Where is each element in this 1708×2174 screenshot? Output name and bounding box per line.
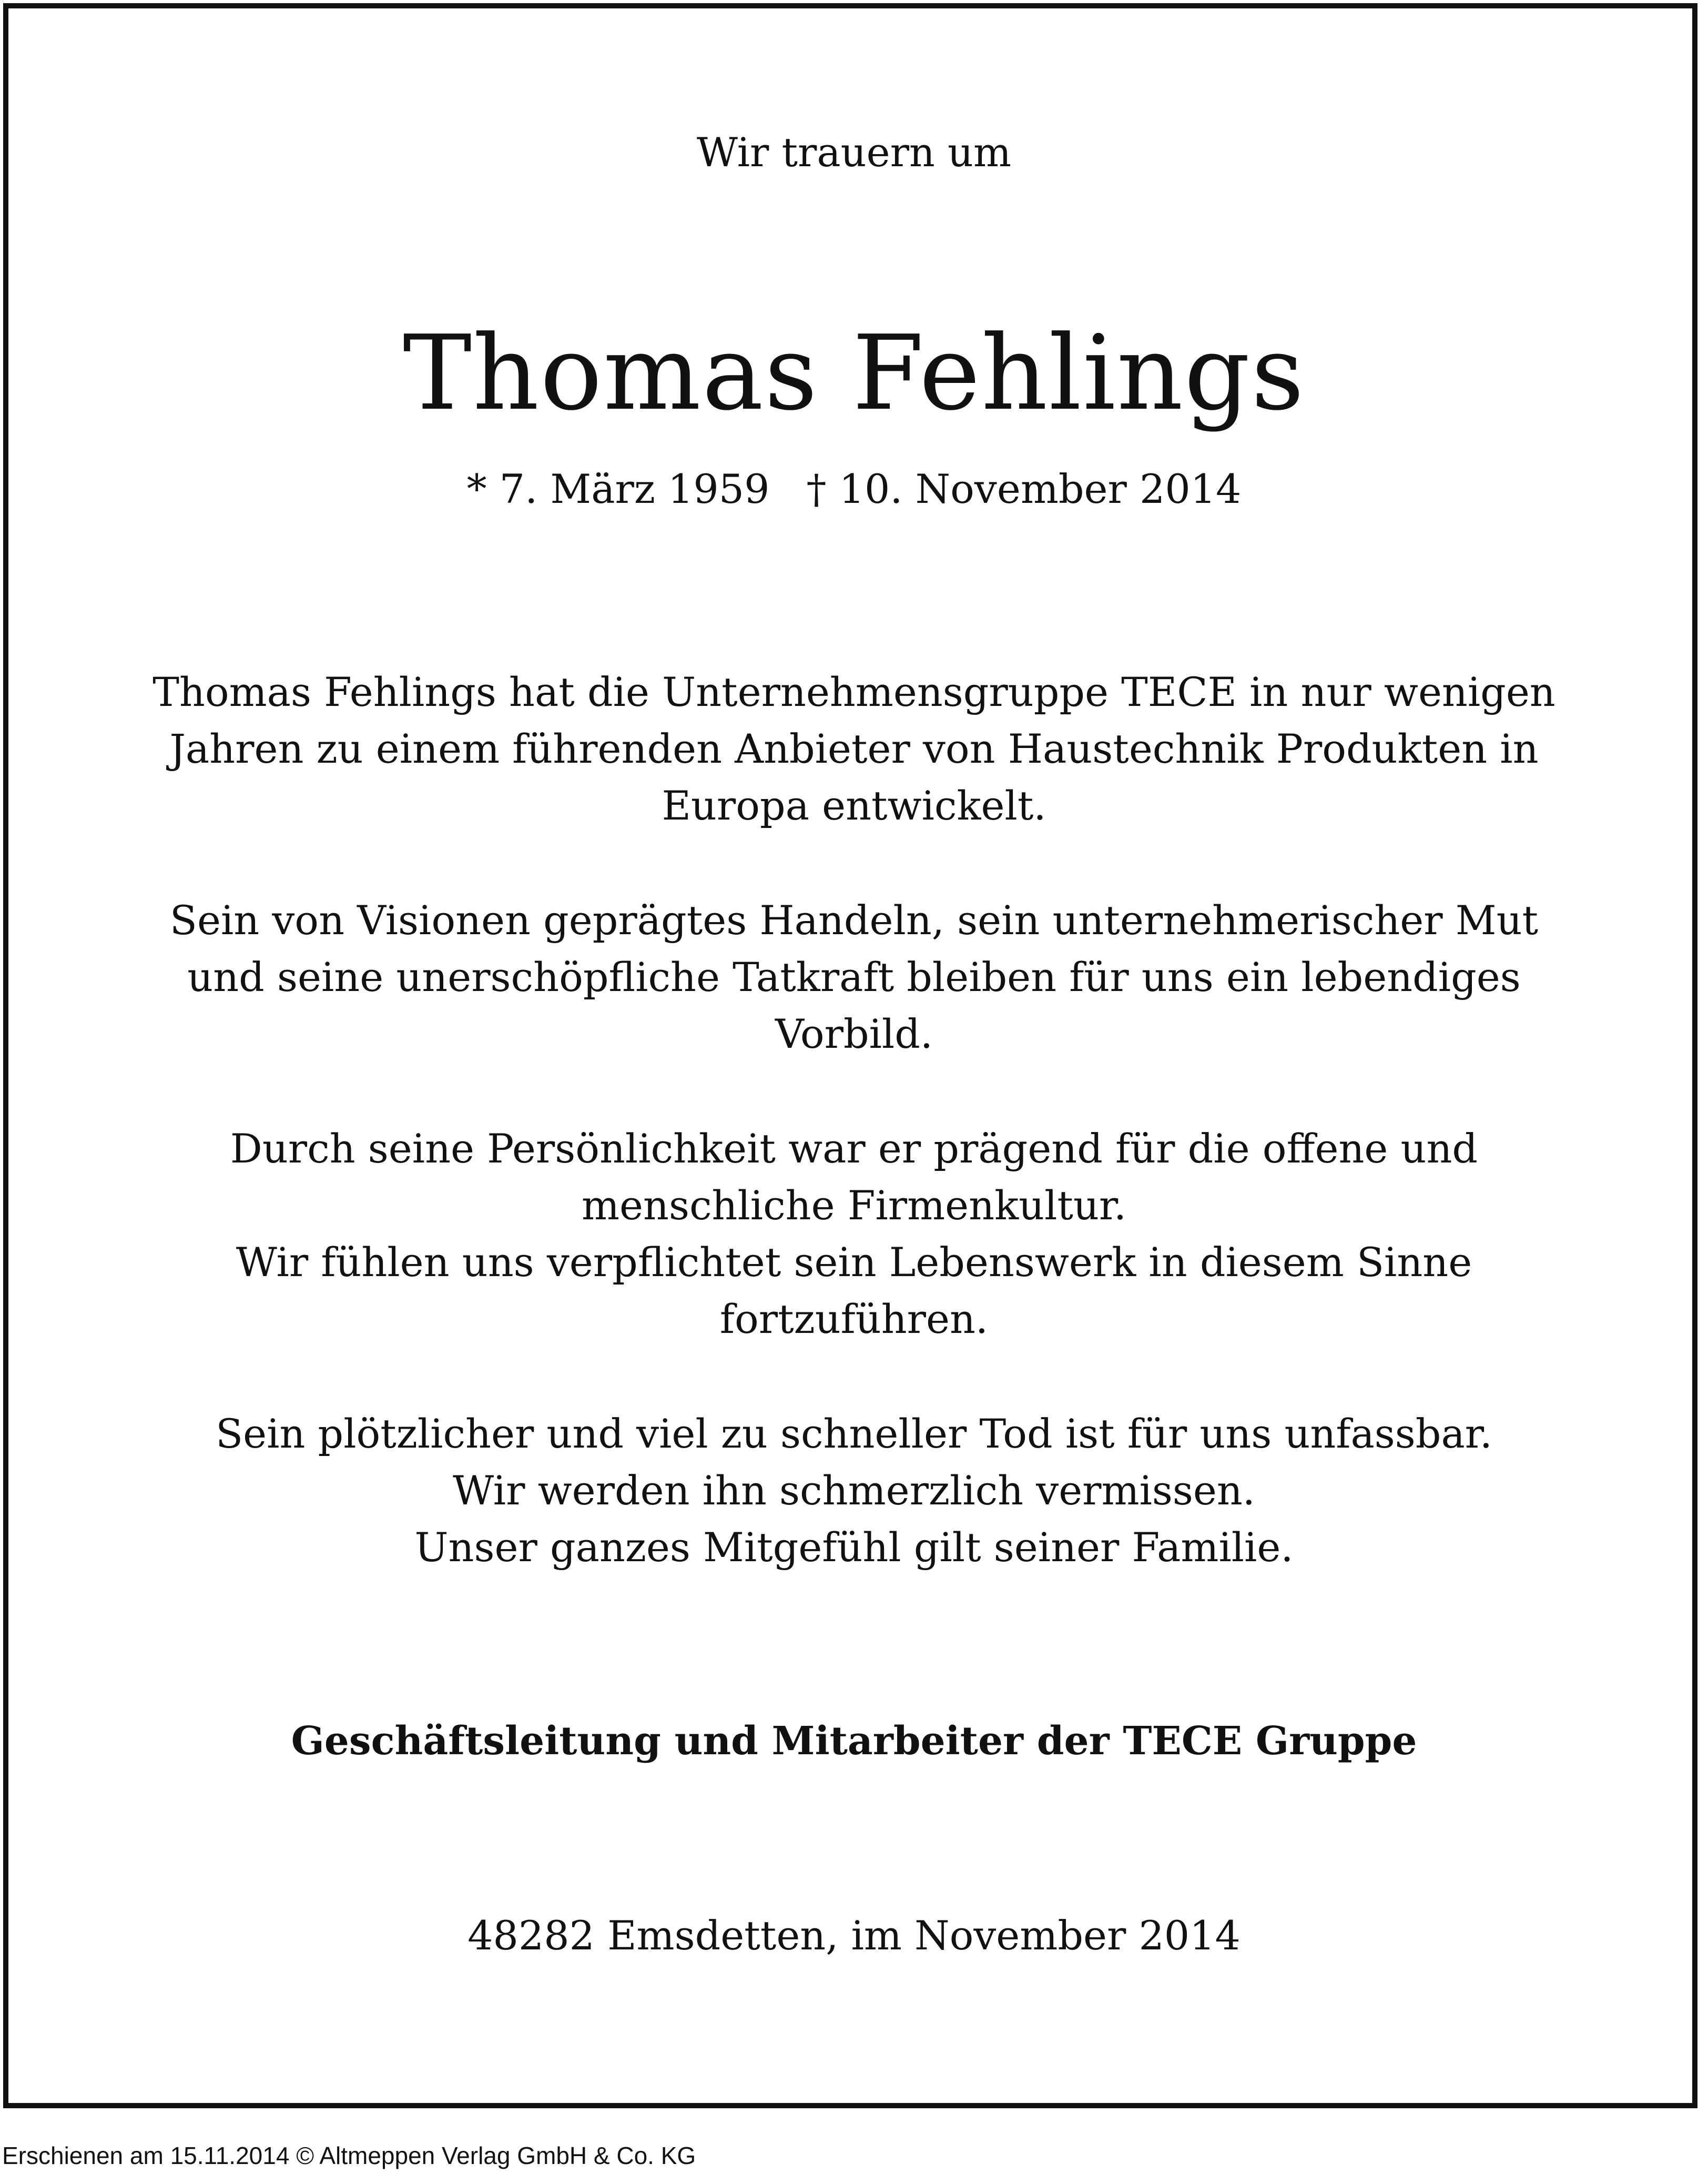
paragraph-line: Unser ganzes Mitgefühl gilt seiner Familie. [414, 1524, 1294, 1571]
death-date: † 10. November 2014 [806, 466, 1242, 512]
paragraph-line: Thomas Fehlings hat die Unternehmensgruppe TECE in nur wenigen [152, 669, 1556, 715]
paragraph-line: Wir fühlen uns verpflichtet sein Lebenswerk in diesem Sinne [236, 1239, 1472, 1286]
paragraph-1 [0, 664, 1708, 834]
paragraph-line: fortzuführen. [719, 1296, 989, 1342]
signature-line: Geschäftsleitung und Mitarbeiter der TECE Gruppe [291, 1718, 1417, 1764]
paragraph-line: und seine unerschöpfliche Tatkraft bleiben für uns ein lebendiges [187, 954, 1521, 1000]
paragraph-3 [0, 1120, 1708, 1348]
publication-footer: Erschienen am 15.11.2014 © Altmeppen Verlag GmbH & Co. KG [2, 2142, 696, 2169]
intro-text: Wir trauern um [696, 129, 1012, 176]
paragraph-line: Jahren zu einem führenden Anbieter von Haustechnik Produkten in [169, 725, 1539, 772]
life-dates [0, 463, 1708, 515]
birth-date: * 7. März 1959 [466, 466, 770, 512]
paragraph-line: Wir werden ihn schmerzlich vermissen. [453, 1467, 1255, 1514]
paragraph-4 [0, 1405, 1708, 1576]
paragraph-line: Vorbild. [775, 1010, 933, 1057]
paragraph-line: Sein von Visionen geprägtes Handeln, sein unternehmerischer Mut [169, 897, 1539, 944]
paragraph-line: Sein plötzlicher und viel zu schneller Tod ist für uns unfassbar. [216, 1410, 1492, 1457]
paragraph-line: Durch seine Persönlichkeit war er prägend für die offene und [230, 1125, 1478, 1172]
place-date: 48282 Emsdetten, im November 2014 [467, 1912, 1241, 1959]
paragraph-line: menschliche Firmenkultur. [581, 1182, 1127, 1229]
deceased-name: Thomas Fehlings [403, 314, 1305, 433]
paragraph-line: Europa entwickelt. [662, 782, 1046, 829]
paragraph-2 [0, 892, 1708, 1063]
